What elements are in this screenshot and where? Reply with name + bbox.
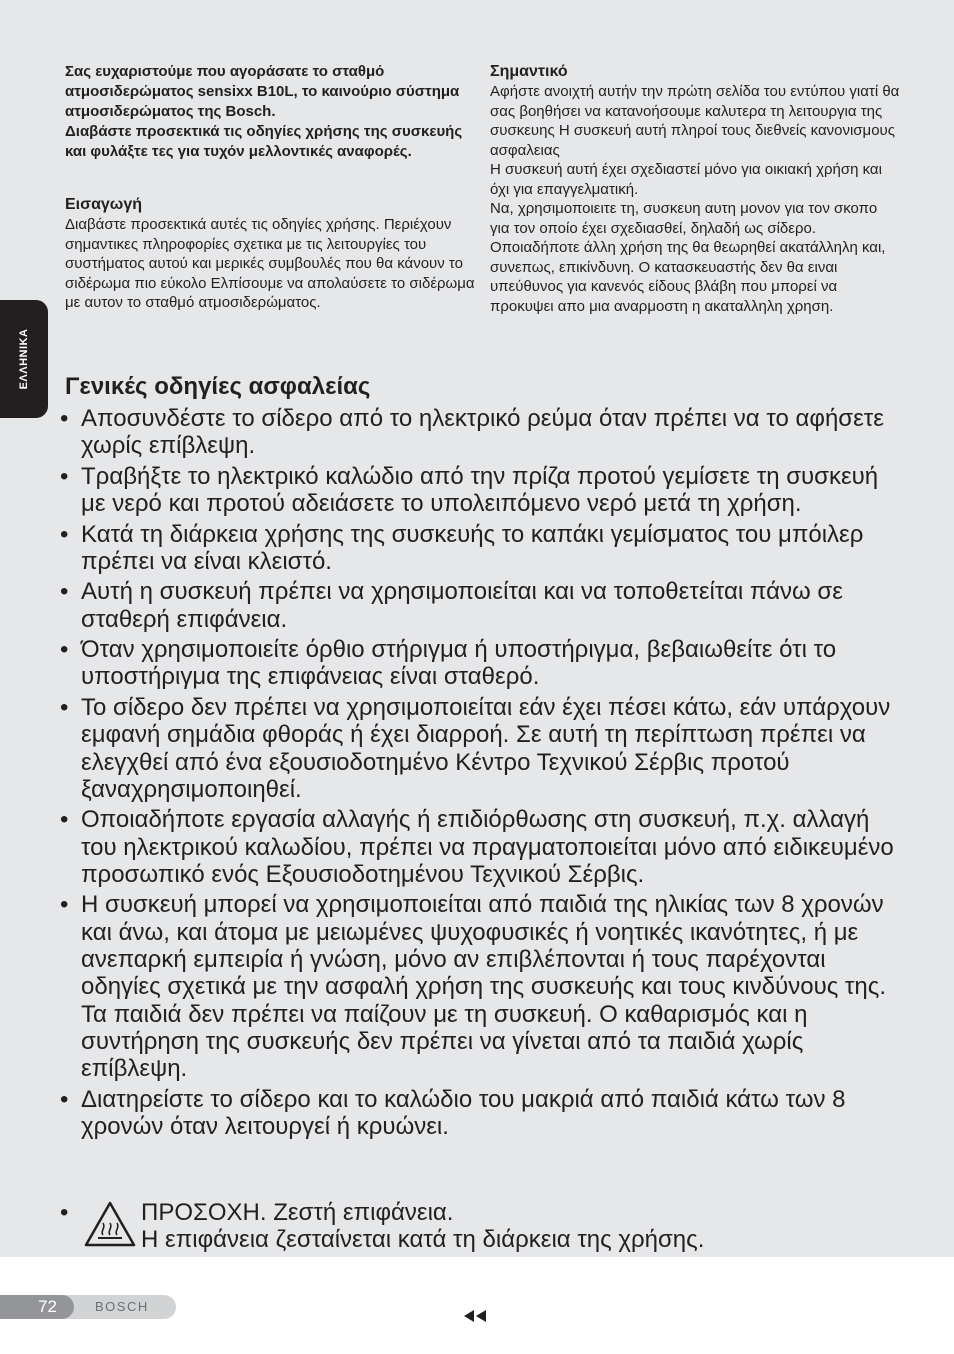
warning-line-1: ΠΡΟΣΟΧΗ. Ζεστή επιφάνεια. (141, 1199, 454, 1226)
language-tab-label: ΕΛΛΗΝΙΚΑ (18, 328, 30, 390)
brand-label: BOSCH (95, 1299, 149, 1314)
safety-item: • Διατηρείστε το σίδερο και το καλώδιο του μακριά από παιδιά κάτω των 8 χρονών όταν λειτουργεί ή κρυώνει. (60, 1086, 900, 1141)
important-section (490, 62, 900, 316)
page-number: 72 (38, 1297, 57, 1316)
intro-thanks-paragraph: Σας ευχαριστούμε που αγοράσατε το σταθμό ατμοσιδερώματος sensixx B10L, το καινούριο σύστημα ατμοσιδερώματος της Bosch. (65, 63, 460, 120)
safety-item: • Όταν χρησιμοποιείτε όρθιο στήριγμα ή υποστήριγμα, βεβαιωθείτε ότι το υποστήριγμα της επιφάνειας είναι σταθερό. (60, 636, 900, 691)
introduction-section (65, 195, 475, 313)
important-paragraph: Αφήστε ανοιχτή αυτήν την πρώτη σελίδα του εντύπου γιατί θα σας βοηθήσει να κατανοήσουμε καλυτερα τη λειτουργια της συσκευης Η συσκευή αυτή πληροί τους διεθνείς κανονισμους ασφαλειας (490, 83, 900, 159)
important-paragraph: Η συσκευή αυτή έχει σχεδιαστεί μόνο για οικιακή χρήση και όχι για επαγγελματική. (490, 161, 882, 198)
important-paragraph: Να, χρησιμοποιειτε τη, συσκευη αυτη μονον για τον σκοπο για τον οποίο έχει σχεδιασθεί, δηλαδή ως σίδερο. Οποιαδήποτε άλλη χρήση της θα θεωρηθεί ακατάλληλη και, συνεπως, επικίνδυνη. Ο κατασκευαστής δεν θα ειναι υπεύθυνος για κανενός είδους βλάβη που μπορεί να προκυψει απο μια αναρμοστη η ακαταλληλη χρηση. (490, 200, 886, 315)
safety-list (60, 405, 900, 1143)
intro-read-paragraph: Διαβάστε προσεκτικά τις οδηγίες χρήσης της συσκευής και φυλάξτε τες για τυχόν μελλοντικές αναφορές. (65, 123, 463, 160)
previous-page-icon[interactable] (462, 1308, 492, 1324)
safety-item: • Το σίδερο δεν πρέπει να χρησιμοποιείται εάν έχει πέσει κάτω, εάν υπάρχουν εμφανή σημάδια φθοράς ή έχει διαρροή. Σε αυτή τη περίπτωση πρέπει να ελεγχθεί από ένα εξουσιοδοτημένο Κέντρο Τεχνικού Σέρβις προτού ξαναχρησιμοποιηθεί. (60, 694, 900, 803)
safety-item: • Αποσυνδέστε το σίδερο από το ηλεκτρικό ρεύμα όταν πρέπει να το αφήσετε χωρίς επίβλεψη. (60, 405, 900, 460)
page-number-box (0, 1295, 74, 1319)
intro-thanks (65, 62, 475, 162)
safety-item: • Η συσκευή μπορεί να χρησιμοποιείται από παιδιά της ηλικίας των 8 χρονών και άνω, και άτομα με μειωμένες ψυχοφυσικές ή νοητικές ικανότητες, ή με ανεπαρκή εμπειρία ή γνώση, μόνο αν επιβλέπονται ή τους παρέχονται οδηγίες σχετικά με την ασφαλή χρήση της συσκευής και τους κινδύνους της. Τα παιδιά δεν πρέπει να παίζουν με τη συσκευή. Ο καθαρισμός και η συντήρηση της συσκευής δεν πρέπει να γίνεται από τα παιδιά χωρίς επίβλεψη. (60, 891, 900, 1082)
bullet: • (60, 1199, 69, 1226)
important-heading: Σημαντικό (490, 63, 568, 80)
safety-title: Γενικές οδηγίες ασφαλείας (65, 373, 371, 400)
introduction-heading: Εισαγωγή (65, 196, 142, 213)
language-tab (0, 300, 48, 418)
hot-surface-icon (84, 1201, 136, 1247)
warning-text (141, 1199, 901, 1254)
warning-line-2: Η επιφάνεια ζεσταίνεται κατά τη διάρκεια της χρήσης. (141, 1226, 705, 1254)
introduction-text: Διαβάστε προσεκτικά αυτές τις οδηγίες χρήσης. Περιέχουν σημαντικες πληροφορίες σχετικα με τις λειτουργίες του συστήματος αυτού και μερικές συμβουλές που θα κάνουν το σιδέρωμα πιο εύκολο Ελπίσουμε να απολαύσετε το σιδέρωμα με αυτον το σταθμό ατμοσιδερώματος. (65, 216, 475, 311)
safety-item: • Τραβήξτε το ηλεκτρικό καλώδιο από την πρίζα προτού γεμίσετε τη συσκευή με νερό και προτού αδειάσετε το υπολειπόμενο νερό μετά τη χρήση. (60, 463, 900, 518)
safety-item: • Κατά τη διάρκεια χρήσης της συσκευής το καπάκι γεμίσματος του μπόιλερ πρέπει να είναι κλειστό. (60, 521, 900, 576)
safety-item: • Οποιαδήποτε εργασία αλλαγής ή επιδιόρθωσης στη συσκευή, π.χ. αλλαγή του ηλεκτρικού καλωδίου, πρέπει να πραγματοποιείται μόνο από ειδικευμένο προσωπικό ενός Εξουσιοδοτημένου Τεχνικού Σέρβις. (60, 806, 900, 888)
safety-item: • Αυτή η συσκευή πρέπει να χρησιμοποιείται και να τοποθετείται πάνω σε σταθερή επιφάνεια. (60, 578, 900, 633)
